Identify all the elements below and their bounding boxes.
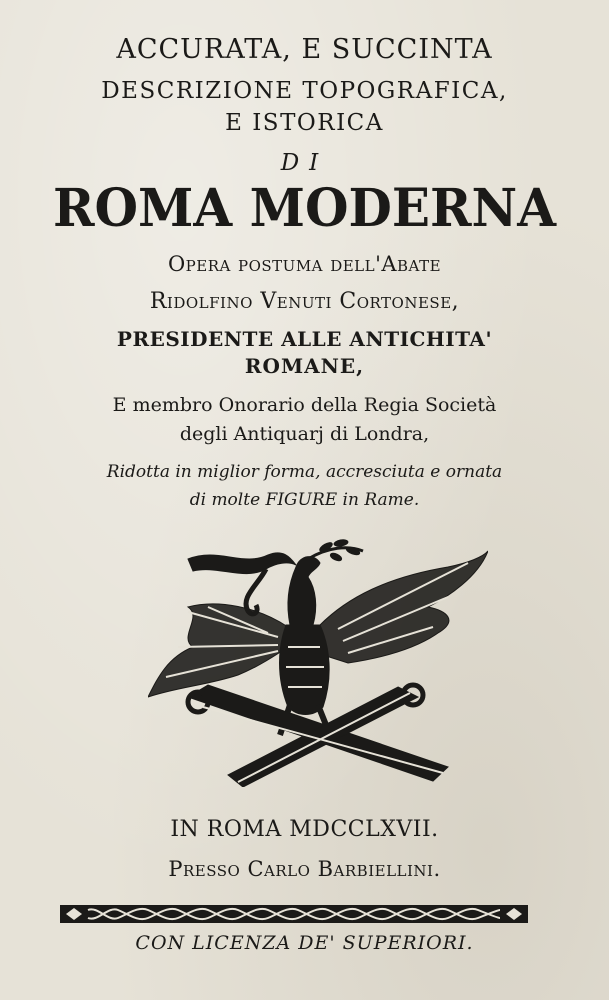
- office-line-2: ROMANE,: [244, 354, 365, 378]
- printer-line: Presso Carlo Barbiellini.: [168, 857, 441, 881]
- subtitle-line: Opera postuma dell'Abate: [167, 252, 442, 276]
- imprint-place: IN ROMA MDCCLXVII.: [170, 817, 439, 842]
- title-line-4: DI: [280, 150, 329, 176]
- decorative-border-icon: [60, 905, 528, 923]
- member-line-2: degli Antiquarj di Londra,: [179, 423, 430, 445]
- title-line-3: E ISTORICA: [225, 110, 384, 136]
- office-line-1: PRESIDENTE ALLE ANTICHITA': [116, 327, 493, 351]
- edition-line-2: di molte FIGURE in Rame.: [189, 490, 420, 510]
- member-line-1: E membro Onorario della Regia Società: [112, 394, 497, 416]
- title-line-2: DESCRIZIONE TOPOGRAFICA,: [101, 78, 508, 104]
- title-line-1: ACCURATA, E SUCCINTA: [116, 34, 493, 65]
- edition-line-1: Ridotta in miglior forma, accresciuta e ornata: [106, 462, 503, 482]
- author-line: Ridolfino Venuti Cortonese,: [149, 289, 460, 314]
- eagle-woodcut-icon: [148, 537, 488, 787]
- main-title: ROMA MODERNA: [52, 176, 557, 239]
- license-line: CON LICENZA DE' SUPERIORI.: [135, 932, 474, 954]
